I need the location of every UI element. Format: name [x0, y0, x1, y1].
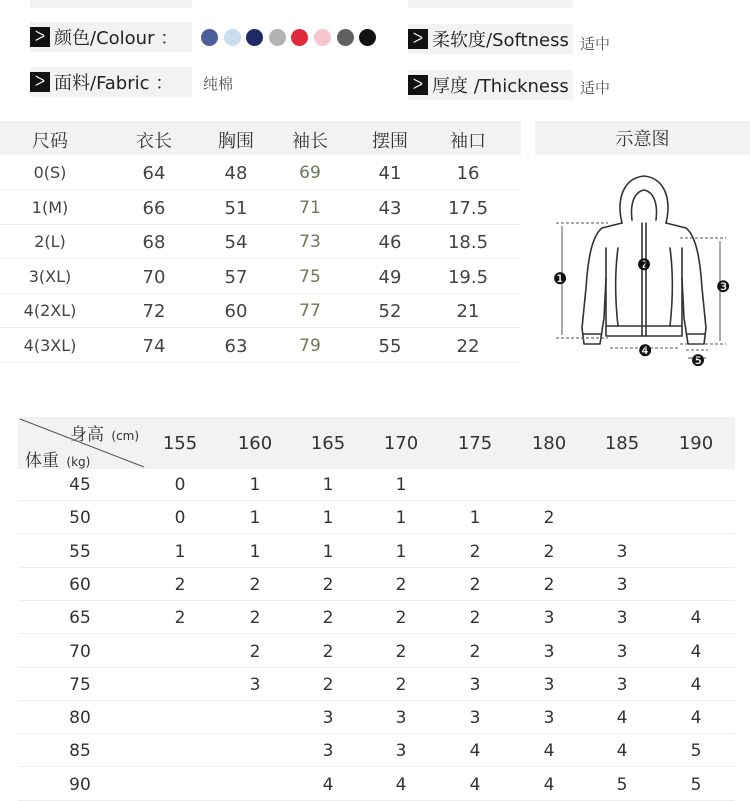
- size-recommendation-cell: 4: [469, 774, 481, 795]
- size-recommendation-cell: 2: [395, 574, 407, 595]
- corner-weight-label: [25, 446, 90, 471]
- size-table-cell: 74: [142, 335, 166, 357]
- size-table-cell: 21: [456, 301, 480, 322]
- weight-height-row-divider: [18, 667, 735, 668]
- size-recommendation-cell: 2: [249, 574, 261, 595]
- size-recommendation-cell: 2: [322, 674, 334, 695]
- size-table-cell: 57: [224, 266, 248, 288]
- size-recommendation-cell: 4: [616, 708, 628, 729]
- size-recommendation-cell: 2: [174, 574, 186, 595]
- size-recommendation-cell: 2: [395, 674, 407, 695]
- size-recommendation-cell: 2: [249, 608, 261, 629]
- weight-row-label: 90: [69, 774, 91, 795]
- size-recommendation-cell: 2: [395, 608, 407, 629]
- corner-height-label: [70, 420, 139, 445]
- size-recommendation-cell: 3: [616, 608, 628, 629]
- size-recommendation-cell: 4: [322, 774, 334, 795]
- weight-row-label: 80: [69, 708, 91, 729]
- size-table-cell: 54: [224, 232, 248, 253]
- arrow-icon: ᐳ: [30, 72, 50, 92]
- size-table-row-divider: [0, 189, 521, 190]
- size-table-cell: 22: [456, 335, 480, 357]
- size-table-cell: 43: [378, 197, 402, 219]
- size-recommendation-cell: 4: [543, 774, 555, 795]
- size-recommendation-cell: 2: [322, 641, 334, 662]
- size-table-cell: 75: [299, 266, 321, 287]
- size-table-row-divider: [0, 362, 521, 363]
- weight-height-row-divider: [18, 600, 735, 601]
- weight-row-label: 50: [69, 508, 91, 529]
- size-recommendation-cell: 3: [322, 741, 334, 762]
- weight-row-label: 55: [69, 541, 91, 562]
- softness-value: 适中: [580, 35, 611, 53]
- size-table-header-cell: 尺码: [32, 131, 68, 152]
- size-table-cell: 77: [299, 301, 321, 321]
- size-recommendation-cell: 1: [322, 508, 334, 529]
- thickness-label-box: [408, 70, 573, 100]
- size-table-header-cell: 袖口: [450, 131, 486, 152]
- size-table-cell: 79: [299, 335, 321, 356]
- size-recommendation-cell: 3: [543, 674, 555, 695]
- size-recommendation-cell: 2: [322, 574, 334, 595]
- height-header-cell: 165: [310, 433, 346, 454]
- colour-swatch[interactable]: [269, 29, 286, 46]
- marker-4: ❹: [637, 341, 653, 360]
- size-recommendation-cell: 2: [322, 608, 334, 629]
- size-table-header-cell: 摆围: [372, 131, 408, 152]
- size-table-cell: 52: [378, 301, 402, 322]
- weight-height-row-divider: [18, 700, 735, 701]
- size-recommendation-cell: 1: [174, 541, 186, 562]
- size-table-cell: 70: [142, 266, 166, 288]
- size-recommendation-cell: 2: [469, 574, 481, 595]
- size-recommendation-cell: 3: [469, 674, 481, 695]
- size-table-cell: 71: [299, 197, 321, 218]
- size-recommendation-cell: 0: [174, 508, 186, 529]
- size-recommendation-cell: 2: [469, 608, 481, 629]
- size-recommendation-cell: 5: [690, 774, 702, 795]
- size-recommendation-cell: 1: [249, 475, 261, 495]
- weight-row-label: 70: [69, 641, 91, 662]
- size-table-cell: 73: [299, 232, 321, 252]
- arrow-icon: ᐳ: [408, 75, 428, 95]
- top-row-remnant-left: [30, 0, 192, 8]
- size-recommendation-cell: 0: [174, 475, 186, 495]
- marker-1: ❶: [552, 269, 568, 288]
- colour-swatch[interactable]: [224, 29, 241, 46]
- height-header-cell: 155: [162, 433, 198, 454]
- size-table-cell: 63: [224, 335, 248, 357]
- size-recommendation-cell: 4: [690, 674, 702, 695]
- colour-label: 颜色/Colour ：: [54, 28, 179, 49]
- weight-height-row-divider: [18, 500, 735, 501]
- size-recommendation-cell: 2: [469, 641, 481, 662]
- size-recommendation-cell: 3: [543, 608, 555, 629]
- corner-height-text: 身高: [70, 425, 104, 445]
- size-recommendation-cell: 2: [543, 508, 555, 529]
- size-recommendation-cell: 1: [322, 541, 334, 562]
- size-table-row-divider: [0, 224, 521, 225]
- weight-row-label: 85: [69, 741, 91, 762]
- size-recommendation-cell: 2: [395, 641, 407, 662]
- size-table-header-cell: 衣长: [136, 131, 172, 152]
- size-table-cell: 72: [142, 301, 166, 322]
- marker-3: ❸: [715, 277, 731, 296]
- colour-swatch[interactable]: [201, 29, 218, 46]
- size-recommendation-cell: 2: [249, 641, 261, 662]
- size-recommendation-cell: 4: [690, 641, 702, 662]
- size-recommendation-cell: 4: [395, 774, 407, 795]
- size-recommendation-cell: 4: [690, 608, 702, 629]
- size-table-cell: 55: [378, 335, 402, 357]
- size-recommendation-cell: 1: [395, 541, 407, 562]
- weight-height-row-divider: [18, 533, 735, 534]
- marker-5: ❺: [690, 351, 706, 370]
- size-table-cell: 41: [378, 163, 402, 184]
- colour-swatch[interactable]: [314, 29, 331, 46]
- height-header-cell: 185: [604, 433, 640, 454]
- size-recommendation-cell: 3: [616, 674, 628, 695]
- size-recommendation-cell: 3: [543, 708, 555, 729]
- size-recommendation-cell: 5: [616, 774, 628, 795]
- size-recommendation-cell: 2: [543, 574, 555, 595]
- size-table-header-cell: 胸围: [218, 131, 254, 152]
- size-recommendation-cell: 3: [322, 708, 334, 729]
- size-table-cell: 16: [456, 163, 480, 184]
- height-header-cell: 170: [383, 433, 419, 454]
- corner-weight-text: 体重: [25, 451, 59, 471]
- top-row-remnant-right: [408, 0, 573, 8]
- weight-row-label: 75: [69, 674, 91, 695]
- weight-height-row-divider: [18, 733, 735, 734]
- size-recommendation-cell: 1: [395, 475, 407, 495]
- softness-label-box: [408, 24, 573, 54]
- size-table-cell: 46: [378, 232, 402, 253]
- corner-height-unit: (cm): [111, 429, 140, 443]
- size-table-header-cell: 袖长: [292, 131, 328, 152]
- size-table-cell: 4(3XL): [23, 335, 77, 355]
- size-recommendation-cell: 3: [616, 541, 628, 562]
- weight-row-label: 45: [69, 475, 91, 495]
- size-table-cell: 18.5: [447, 232, 489, 253]
- size-recommendation-cell: 1: [322, 475, 334, 495]
- size-table-cell: 2(L): [34, 232, 66, 251]
- height-header-cell: 175: [457, 433, 493, 454]
- size-recommendation-cell: 2: [174, 608, 186, 629]
- size-table-cell: 68: [142, 232, 166, 253]
- size-table-cell: 51: [224, 197, 248, 219]
- colour-label-box: [30, 22, 192, 52]
- fabric-value: 纯棉: [203, 75, 234, 93]
- size-table-cell: 3(XL): [28, 266, 72, 286]
- size-recommendation-cell: 3: [395, 708, 407, 729]
- size-table-cell: 1(M): [31, 197, 69, 217]
- marker-2: ❷: [636, 255, 652, 274]
- size-recommendation-cell: 5: [690, 741, 702, 762]
- colour-swatch[interactable]: [246, 29, 263, 46]
- size-table-cell: 66: [142, 197, 166, 219]
- size-recommendation-cell: 3: [249, 674, 261, 695]
- colour-swatch[interactable]: [291, 29, 308, 46]
- size-table-cell: 64: [142, 163, 166, 184]
- size-table-cell: 4(2XL): [23, 301, 77, 320]
- height-header-cell: 160: [237, 433, 273, 454]
- size-table-cell: 0(S): [33, 163, 67, 182]
- size-table-cell: 69: [299, 163, 321, 183]
- colour-swatch[interactable]: [337, 29, 354, 46]
- thickness-value: 适中: [580, 79, 611, 97]
- fabric-label-box: [30, 67, 192, 97]
- corner-weight-unit: (kg): [66, 455, 91, 469]
- size-table-cell: 49: [378, 266, 402, 288]
- size-recommendation-cell: 3: [543, 641, 555, 662]
- size-recommendation-cell: 3: [616, 641, 628, 662]
- size-recommendation-cell: 2: [543, 541, 555, 562]
- height-header-cell: 190: [678, 433, 714, 454]
- size-table-cell: 19.5: [447, 266, 489, 288]
- size-recommendation-cell: 4: [543, 741, 555, 762]
- size-recommendation-cell: 2: [469, 541, 481, 562]
- weight-row-label: 60: [69, 574, 91, 595]
- weight-height-row-divider: [18, 766, 735, 767]
- size-table-row-divider: [0, 293, 521, 294]
- jacket-diagram: [548, 168, 738, 372]
- size-table-cell: 60: [224, 301, 248, 322]
- size-table-row-divider: [0, 258, 521, 259]
- size-recommendation-cell: 1: [249, 541, 261, 562]
- weight-row-label: 65: [69, 608, 91, 629]
- arrow-icon: ᐳ: [30, 27, 50, 47]
- size-table-cell: 17.5: [447, 197, 489, 219]
- size-recommendation-cell: 4: [469, 741, 481, 762]
- size-recommendation-cell: 3: [395, 741, 407, 762]
- size-recommendation-cell: 4: [616, 741, 628, 762]
- size-recommendation-cell: 1: [469, 508, 481, 529]
- size-recommendation-cell: 3: [469, 708, 481, 729]
- diagram-title: 示意图: [535, 121, 750, 155]
- thickness-label: 厚度 /Thickness: [432, 76, 569, 97]
- colour-swatch[interactable]: [359, 29, 376, 46]
- arrow-icon: ᐳ: [408, 29, 428, 49]
- size-recommendation-cell: 1: [249, 508, 261, 529]
- size-table-cell: 48: [224, 163, 248, 184]
- size-table-row-divider: [0, 327, 521, 328]
- fabric-label: 面料/Fabric ：: [54, 73, 174, 94]
- size-recommendation-cell: 4: [690, 708, 702, 729]
- size-recommendation-cell: 1: [395, 508, 407, 529]
- size-recommendation-cell: 3: [616, 574, 628, 595]
- height-header-cell: 180: [531, 433, 567, 454]
- weight-height-row-divider: [18, 567, 735, 568]
- weight-height-row-divider: [18, 633, 735, 634]
- softness-label: 柔软度/Softness: [432, 30, 569, 51]
